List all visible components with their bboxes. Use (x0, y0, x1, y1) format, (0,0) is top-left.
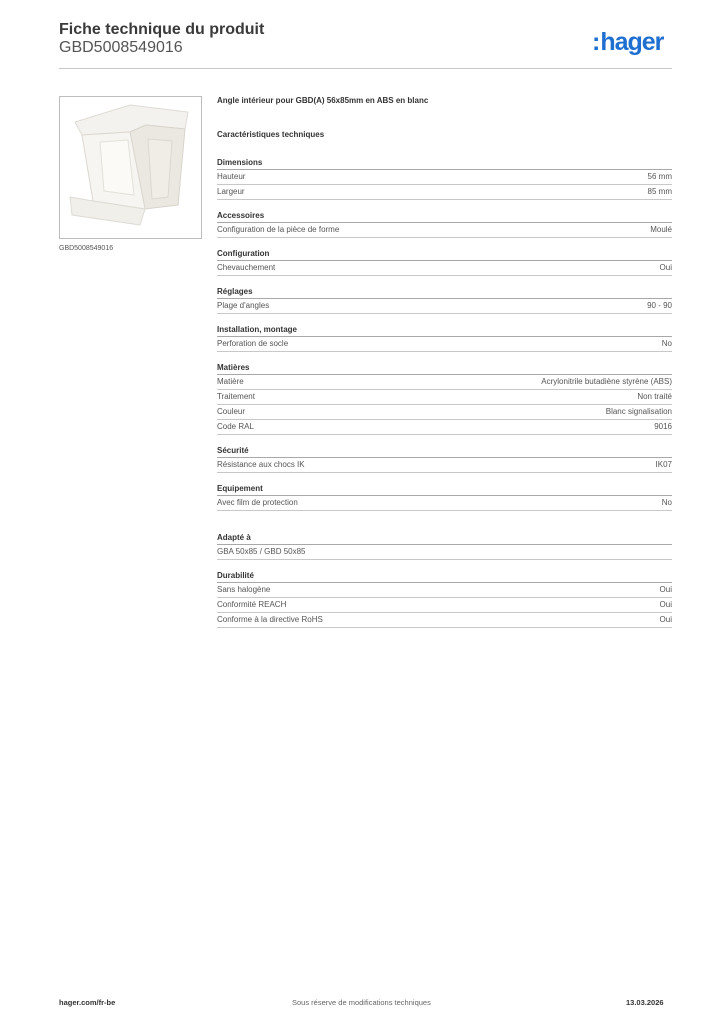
group-title: Accessoires (217, 209, 672, 223)
spec-row (217, 185, 672, 200)
hager-logo: :hager (592, 28, 664, 56)
spec-label: Résistance aux chocs IK (217, 460, 305, 469)
product-code: GBD5008549016 (59, 39, 183, 56)
spec-content (217, 96, 672, 637)
group-title: Equipement (217, 482, 672, 496)
spec-group-securite (217, 444, 672, 473)
spec-label: Perforation de socle (217, 339, 289, 348)
spec-label: GBA 50x85 / GBD 50x85 (217, 547, 306, 556)
group-title: Matières (217, 361, 672, 375)
spec-group-accessoires (217, 209, 672, 238)
spec-row (217, 613, 672, 628)
spec-row (217, 299, 672, 314)
page-title: Fiche technique du produit (59, 21, 265, 38)
spec-value: Oui (659, 585, 672, 594)
spec-value: Acrylonitrile butadiène styrène (ABS) (541, 377, 672, 386)
spec-value: Blanc signalisation (605, 407, 672, 416)
spec-row (217, 390, 672, 405)
spec-label: Chevauchement (217, 263, 276, 272)
product-image (59, 96, 202, 239)
spec-row (217, 458, 672, 473)
spec-row (217, 405, 672, 420)
spec-value: Oui (659, 263, 672, 272)
spec-label: Conformité REACH (217, 600, 287, 609)
spec-value: 56 mm (647, 172, 672, 181)
spec-value: Non traité (637, 392, 672, 401)
spec-row (217, 337, 672, 352)
spec-group-equipement (217, 482, 672, 511)
spec-group-matieres (217, 361, 672, 435)
spec-row (217, 420, 672, 435)
spec-label: Code RAL (217, 422, 254, 431)
spec-row (217, 545, 672, 560)
spec-value: 90 - 90 (647, 301, 672, 310)
spec-label: Configuration de la pièce de forme (217, 225, 340, 234)
image-caption: GBD5008549016 (59, 245, 114, 252)
spec-label: Traitement (217, 392, 255, 401)
spec-label: Conforme à la directive RoHS (217, 615, 323, 624)
spec-value: No (661, 339, 672, 348)
spec-label: Matière (217, 377, 244, 386)
group-title: Réglages (217, 285, 672, 299)
spec-value: 9016 (654, 422, 672, 431)
spec-label: Plage d'angles (217, 301, 270, 310)
group-title: Sécurité (217, 444, 672, 458)
spec-group-installation (217, 323, 672, 352)
footer-website-link[interactable]: hager.com/fr-be (59, 998, 116, 1007)
group-title: Adapté à (217, 531, 672, 545)
spec-row (217, 496, 672, 511)
spec-group-dimensions (217, 156, 672, 200)
spec-row (217, 223, 672, 238)
spec-value: Moulé (650, 225, 672, 234)
spec-row (217, 375, 672, 390)
footer-date: 13.03.2026 (626, 998, 664, 1007)
spec-label: Sans halogène (217, 585, 271, 594)
spec-label: Largeur (217, 187, 245, 196)
spec-row (217, 261, 672, 276)
spec-value: Oui (659, 600, 672, 609)
spec-label: Avec film de protection (217, 498, 298, 507)
header-divider (59, 68, 672, 69)
product-description: Angle intérieur pour GBD(A) 56x85mm en ABS en blanc (217, 96, 429, 105)
group-title: Installation, montage (217, 323, 672, 337)
group-title: Dimensions (217, 156, 672, 170)
spec-label: Couleur (217, 407, 246, 416)
spec-row (217, 598, 672, 613)
group-title: Configuration (217, 247, 672, 261)
spec-row (217, 170, 672, 185)
spec-group-reglages (217, 285, 672, 314)
spec-value: No (661, 498, 672, 507)
spec-value: 85 mm (647, 187, 672, 196)
spec-group-durabilite (217, 569, 672, 628)
logo-text: hager (600, 28, 664, 56)
section-heading: Caractéristiques techniques (217, 130, 325, 139)
spec-value: Oui (659, 615, 672, 624)
footer-notice: Sous réserve de modifications techniques (292, 998, 431, 1007)
spec-group-adapte (217, 531, 672, 560)
group-title: Durabilité (217, 569, 672, 583)
spec-row (217, 583, 672, 598)
spec-group-configuration (217, 247, 672, 276)
spec-value: IK07 (655, 460, 672, 469)
spec-label: Hauteur (217, 172, 246, 181)
